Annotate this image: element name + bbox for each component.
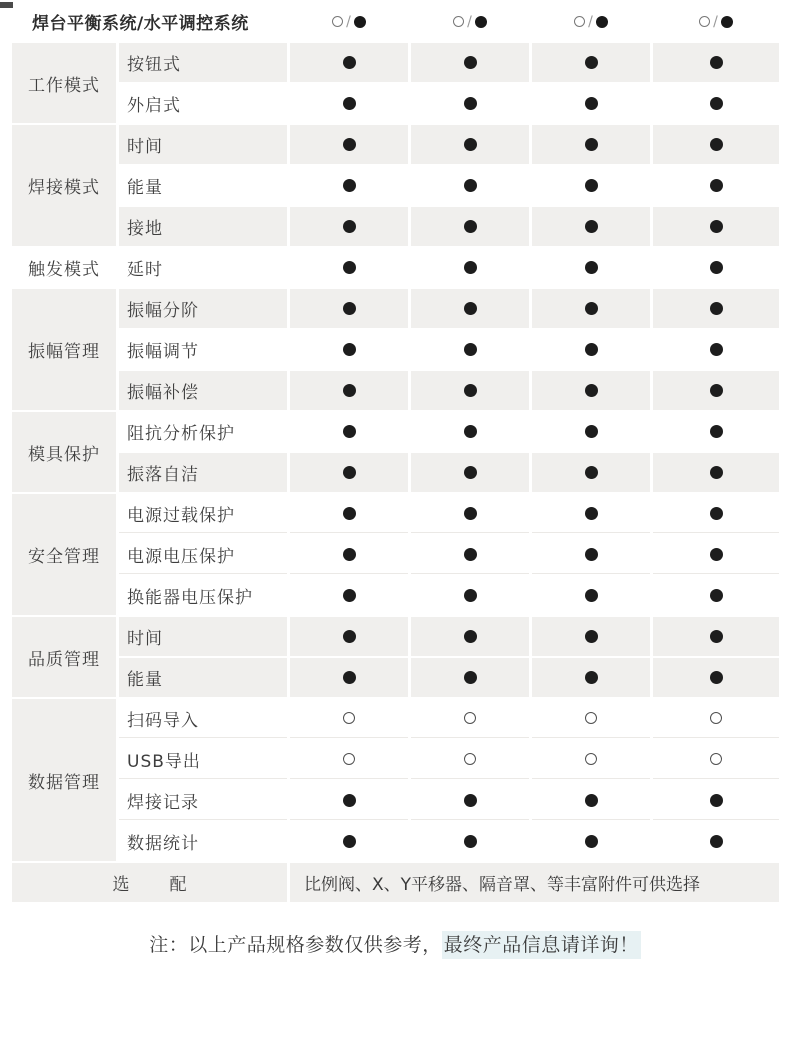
hollow-circle-icon xyxy=(332,16,343,27)
value-cell xyxy=(653,84,779,123)
filled-dot-icon xyxy=(585,835,598,848)
value-cell xyxy=(290,822,408,861)
slash-glyph: / xyxy=(588,13,593,30)
filled-dot-icon xyxy=(710,630,723,643)
filled-dot-icon xyxy=(343,384,356,397)
feature-cell: 电源电压保护 xyxy=(119,535,287,574)
value-cell xyxy=(532,535,650,574)
dual-mark-icon xyxy=(332,14,366,30)
value-cell xyxy=(532,453,650,492)
hollow-circle-icon xyxy=(710,753,722,765)
value-cell xyxy=(411,658,529,697)
value-cell xyxy=(653,781,779,820)
feature-cell: 外启式 xyxy=(119,84,287,123)
filled-dot-icon xyxy=(710,548,723,561)
value-cell xyxy=(290,166,408,205)
category-cell: 品质管理 xyxy=(12,617,116,697)
filled-dot-icon xyxy=(343,835,356,848)
filled-dot-icon xyxy=(343,589,356,602)
value-cell xyxy=(290,207,408,246)
value-cell xyxy=(290,494,408,533)
value-cell xyxy=(653,740,779,779)
value-cell xyxy=(290,740,408,779)
value-cell xyxy=(653,2,779,41)
filled-dot-icon xyxy=(585,589,598,602)
value-cell xyxy=(290,617,408,656)
feature-cell: 阻抗分析保护 xyxy=(119,412,287,451)
value-cell xyxy=(532,289,650,328)
value-cell xyxy=(290,453,408,492)
value-cell xyxy=(411,494,529,533)
value-cell xyxy=(290,248,408,287)
filled-dot-icon xyxy=(343,794,356,807)
value-cell xyxy=(411,576,529,615)
hollow-circle-icon xyxy=(710,712,722,724)
category-cell: 安全管理 xyxy=(12,494,116,615)
value-cell xyxy=(653,576,779,615)
spec-table xyxy=(12,2,779,902)
filled-dot-icon xyxy=(464,56,477,69)
value-cell xyxy=(411,166,529,205)
optional-row-label xyxy=(12,863,287,902)
filled-dot-icon xyxy=(464,302,477,315)
value-cell xyxy=(290,699,408,738)
value-cell xyxy=(653,166,779,205)
hollow-circle-icon xyxy=(464,712,476,724)
value-cell xyxy=(653,822,779,861)
value-cell xyxy=(653,617,779,656)
value-cell xyxy=(653,207,779,246)
filled-dot-icon xyxy=(710,507,723,520)
slash-glyph: / xyxy=(346,13,351,30)
filled-dot-icon xyxy=(710,671,723,684)
footnote xyxy=(0,930,790,957)
filled-dot-icon xyxy=(343,630,356,643)
feature-cell: 振落自洁 xyxy=(119,453,287,492)
feature-cell: 振幅分阶 xyxy=(119,289,287,328)
value-cell xyxy=(653,658,779,697)
hollow-circle-icon xyxy=(464,753,476,765)
value-cell xyxy=(653,289,779,328)
category-cell: 模具保护 xyxy=(12,412,116,492)
filled-dot-icon xyxy=(343,671,356,684)
value-cell xyxy=(411,125,529,164)
value-cell xyxy=(653,494,779,533)
value-cell xyxy=(532,2,650,41)
header-row-label: 焊台平衡系统/水平调控系统 xyxy=(12,2,287,41)
feature-cell: 能量 xyxy=(119,658,287,697)
filled-dot-icon xyxy=(343,507,356,520)
value-cell xyxy=(532,699,650,738)
value-cell xyxy=(411,371,529,410)
value-cell xyxy=(532,330,650,369)
filled-dot-icon xyxy=(464,589,477,602)
feature-cell: 焊接记录 xyxy=(119,781,287,820)
value-cell xyxy=(411,330,529,369)
filled-dot-icon xyxy=(585,343,598,356)
value-cell xyxy=(532,781,650,820)
value-cell xyxy=(653,412,779,451)
value-cell xyxy=(653,699,779,738)
value-cell xyxy=(532,43,650,82)
value-cell xyxy=(532,740,650,779)
filled-dot-icon xyxy=(464,466,477,479)
filled-dot-icon xyxy=(585,97,598,110)
feature-cell: 换能器电压保护 xyxy=(119,576,287,615)
filled-dot-icon xyxy=(585,220,598,233)
footnote-text: 注：以上产品规格参数仅供参考， xyxy=(149,934,442,956)
value-cell xyxy=(290,2,408,41)
optional-label-char: 配 xyxy=(169,875,187,895)
value-cell xyxy=(532,371,650,410)
value-cell xyxy=(653,330,779,369)
value-cell xyxy=(411,740,529,779)
value-cell xyxy=(532,125,650,164)
value-cell xyxy=(532,658,650,697)
value-cell xyxy=(653,535,779,574)
value-cell xyxy=(653,125,779,164)
value-cell xyxy=(653,453,779,492)
filled-dot-icon xyxy=(464,220,477,233)
filled-dot-icon xyxy=(585,384,598,397)
value-cell xyxy=(290,43,408,82)
value-cell xyxy=(290,576,408,615)
value-cell xyxy=(411,207,529,246)
feature-cell: 电源过载保护 xyxy=(119,494,287,533)
feature-cell: 能量 xyxy=(119,166,287,205)
filled-dot-icon xyxy=(585,794,598,807)
filled-dot-icon xyxy=(464,97,477,110)
feature-cell: 按钮式 xyxy=(119,43,287,82)
category-cell: 触发模式 xyxy=(12,248,116,287)
dual-mark-icon xyxy=(574,14,608,30)
feature-cell: 时间 xyxy=(119,617,287,656)
value-cell xyxy=(532,84,650,123)
filled-dot-icon xyxy=(343,343,356,356)
hollow-circle-icon xyxy=(343,712,355,724)
value-cell xyxy=(532,494,650,533)
value-cell xyxy=(411,248,529,287)
feature-cell: USB导出 xyxy=(119,740,287,779)
value-cell xyxy=(411,699,529,738)
filled-dot-icon xyxy=(710,835,723,848)
filled-dot-icon xyxy=(710,589,723,602)
value-cell xyxy=(290,84,408,123)
value-cell xyxy=(290,125,408,164)
hollow-circle-icon xyxy=(343,753,355,765)
filled-dot-icon xyxy=(585,466,598,479)
filled-dot-icon xyxy=(464,179,477,192)
value-cell xyxy=(653,371,779,410)
value-cell xyxy=(290,330,408,369)
dual-mark-icon xyxy=(699,14,733,30)
filled-dot-icon xyxy=(585,671,598,684)
value-cell xyxy=(290,289,408,328)
feature-cell: 振幅补偿 xyxy=(119,371,287,410)
filled-dot-icon xyxy=(585,302,598,315)
value-cell xyxy=(411,535,529,574)
value-cell xyxy=(411,289,529,328)
value-cell xyxy=(411,617,529,656)
value-cell xyxy=(411,781,529,820)
filled-dot-icon xyxy=(710,56,723,69)
category-cell: 振幅管理 xyxy=(12,289,116,410)
filled-dot-icon xyxy=(343,56,356,69)
value-cell xyxy=(532,822,650,861)
hollow-circle-icon xyxy=(585,753,597,765)
filled-dot-icon xyxy=(343,220,356,233)
feature-cell: 接地 xyxy=(119,207,287,246)
dual-mark-icon xyxy=(453,14,487,30)
filled-dot-icon xyxy=(585,179,598,192)
filled-dot-icon xyxy=(464,630,477,643)
filled-dot-icon xyxy=(585,261,598,274)
filled-dot-icon xyxy=(585,630,598,643)
filled-dot-icon xyxy=(464,671,477,684)
filled-dot-icon xyxy=(710,343,723,356)
optional-label-char: 选 xyxy=(112,875,130,895)
filled-dot-icon xyxy=(464,835,477,848)
filled-dot-icon xyxy=(464,138,477,151)
value-cell xyxy=(290,535,408,574)
filled-dot-icon xyxy=(464,384,477,397)
filled-dot-icon xyxy=(464,548,477,561)
filled-dot-icon xyxy=(343,548,356,561)
filled-dot-icon xyxy=(343,302,356,315)
feature-cell: 扫码导入 xyxy=(119,699,287,738)
filled-dot-icon xyxy=(343,466,356,479)
filled-dot-icon xyxy=(585,138,598,151)
value-cell xyxy=(411,822,529,861)
hollow-circle-icon xyxy=(699,16,710,27)
filled-dot-icon xyxy=(710,466,723,479)
filled-dot-icon xyxy=(710,425,723,438)
filled-dot-icon xyxy=(596,16,608,28)
value-cell xyxy=(411,84,529,123)
value-cell xyxy=(411,43,529,82)
filled-dot-icon xyxy=(710,179,723,192)
filled-dot-icon xyxy=(710,302,723,315)
filled-dot-icon xyxy=(710,220,723,233)
filled-dot-icon xyxy=(343,179,356,192)
category-cell: 工作模式 xyxy=(12,43,116,123)
hollow-circle-icon xyxy=(585,712,597,724)
filled-dot-icon xyxy=(343,425,356,438)
feature-cell: 时间 xyxy=(119,125,287,164)
value-cell xyxy=(532,248,650,287)
filled-dot-icon xyxy=(585,548,598,561)
feature-cell: 振幅调节 xyxy=(119,330,287,369)
feature-cell: 数据统计 xyxy=(119,822,287,861)
value-cell xyxy=(290,781,408,820)
category-cell: 数据管理 xyxy=(12,699,116,861)
category-cell: 焊接模式 xyxy=(12,125,116,246)
value-cell xyxy=(411,453,529,492)
filled-dot-icon xyxy=(354,16,366,28)
filled-dot-icon xyxy=(464,261,477,274)
filled-dot-icon xyxy=(343,138,356,151)
filled-dot-icon xyxy=(585,425,598,438)
filled-dot-icon xyxy=(475,16,487,28)
value-cell xyxy=(653,248,779,287)
value-cell xyxy=(290,658,408,697)
value-cell xyxy=(653,43,779,82)
filled-dot-icon xyxy=(710,261,723,274)
hollow-circle-icon xyxy=(453,16,464,27)
filled-dot-icon xyxy=(710,794,723,807)
value-cell xyxy=(290,371,408,410)
filled-dot-icon xyxy=(710,97,723,110)
filled-dot-icon xyxy=(464,343,477,356)
value-cell xyxy=(532,617,650,656)
filled-dot-icon xyxy=(721,16,733,28)
value-cell xyxy=(532,412,650,451)
value-cell xyxy=(532,207,650,246)
filled-dot-icon xyxy=(464,794,477,807)
filled-dot-icon xyxy=(464,507,477,520)
optional-row-value: 比例阀、X、Y平移器、隔音罩、等丰富附件可供选择 xyxy=(290,863,779,902)
corner-artifact xyxy=(0,2,13,8)
value-cell xyxy=(532,166,650,205)
value-cell xyxy=(290,412,408,451)
filled-dot-icon xyxy=(710,138,723,151)
value-cell xyxy=(532,576,650,615)
filled-dot-icon xyxy=(710,384,723,397)
value-cell xyxy=(411,412,529,451)
slash-glyph: / xyxy=(467,13,472,30)
value-cell xyxy=(411,2,529,41)
filled-dot-icon xyxy=(585,56,598,69)
feature-cell: 延时 xyxy=(119,248,287,287)
hollow-circle-icon xyxy=(574,16,585,27)
slash-glyph: / xyxy=(713,13,718,30)
filled-dot-icon xyxy=(343,97,356,110)
filled-dot-icon xyxy=(464,425,477,438)
filled-dot-icon xyxy=(343,261,356,274)
filled-dot-icon xyxy=(585,507,598,520)
footnote-highlighted-text: 最终产品信息请详询！ xyxy=(442,931,641,959)
